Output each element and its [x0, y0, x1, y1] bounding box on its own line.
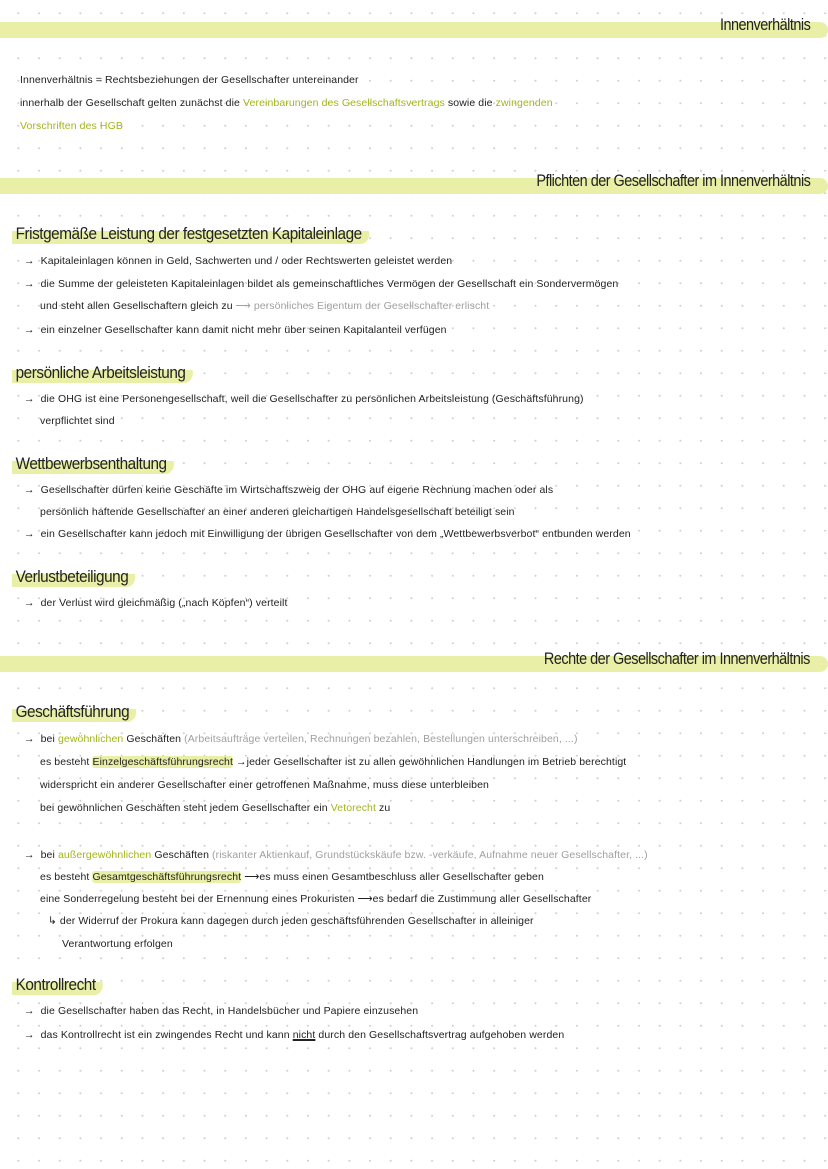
- arrow-bullet-icon: →: [24, 324, 35, 336]
- note-line: [62, 938, 173, 950]
- note-text: zu: [376, 802, 391, 814]
- note-text: der Verlust wird gleichmäßig („nach Köpfen“) verteilt: [40, 597, 288, 609]
- note-line: [24, 849, 648, 861]
- highlighted-term: gewöhnlichen: [57, 733, 124, 745]
- note-line: [24, 324, 447, 336]
- subsection-heading: Fristgemäße Leistung der festgesetzten Kapitaleinlage: [12, 224, 369, 244]
- section-title: Innenverhältnis: [719, 15, 810, 34]
- note-text: das Kontrollrecht ist ein zwingendes Recht und kann: [40, 1029, 293, 1041]
- note-line: [20, 97, 553, 109]
- note-text: ↳ der Widerruf der Prokura kann dagegen durch jeden geschäftsführenden Gesellschafter in alleiniger: [48, 915, 534, 927]
- note-text: es besteht: [40, 871, 93, 883]
- note-text: die Gesellschafter haben das Recht, in Handelsbücher und Papiere einzusehen: [40, 1005, 419, 1017]
- note-line: [40, 756, 626, 768]
- section-banner: [0, 22, 828, 38]
- highlighted-term: außergewöhnlichen: [57, 849, 152, 861]
- subsection-heading: Wettbewerbsenthaltung: [12, 454, 174, 474]
- note-line: [40, 893, 591, 905]
- note-text: Geschäften: [151, 849, 213, 861]
- note-text: ein Gesellschafter kann jedoch mit Einwilligung der übrigen Gesellschafter von dem „Wettbewerbsverbot“ entbunden werden: [40, 528, 631, 540]
- arrow-bullet-icon: →: [24, 1005, 35, 1017]
- note-text: ⟶es muss einen Gesamtbeschluss aller Gesellschafter geben: [241, 871, 544, 883]
- note-line: [40, 506, 515, 518]
- key-term: Gesamtgeschäftsführungsrecht: [92, 871, 242, 883]
- highlighted-term: Vorschriften des HGB: [20, 120, 123, 132]
- note-line: [40, 871, 544, 883]
- note-text: sowie die: [444, 97, 496, 109]
- note-line: [48, 915, 534, 927]
- highlighted-term: zwingenden: [495, 97, 553, 109]
- section-title: Rechte der Gesellschafter im Innenverhältnis: [544, 649, 810, 668]
- note-line: [40, 779, 489, 791]
- section-title: Pflichten der Gesellschafter im Innenverhältnis: [535, 171, 810, 190]
- note-text: verpflichtet sind: [40, 415, 115, 427]
- note-text: widerspricht ein anderer Gesellschafter einer getroffenen Maßnahme, muss diese unterbleiben: [40, 779, 489, 791]
- subsection-heading: Kontrollrecht: [12, 975, 103, 995]
- note-line: [24, 278, 618, 290]
- subsection-heading: persönliche Arbeitsleistung: [12, 363, 193, 383]
- note-line: [24, 484, 553, 496]
- arrow-bullet-icon: →: [24, 528, 35, 540]
- arrow-bullet-icon: →: [24, 597, 35, 609]
- note-line: [24, 255, 452, 267]
- note-text: durch den Gesellschaftsvertrag aufgehoben werden: [315, 1029, 565, 1041]
- subsection-heading: Geschäftsführung: [12, 702, 136, 722]
- note-text: persönlich haftende Gesellschafter an einer anderen gleichartigen Handelsgesellschaft beteiligt sein: [40, 506, 515, 518]
- note-text: Geschäften: [123, 733, 185, 745]
- note-text: es besteht: [40, 756, 93, 768]
- note-line: [24, 528, 631, 540]
- note-text: innerhalb der Gesellschaft gelten zunächst die: [20, 97, 244, 109]
- arrow-bullet-icon: →: [24, 278, 35, 290]
- note-line: [40, 415, 115, 427]
- note-text: bei: [40, 849, 58, 861]
- note-text: und steht allen Gesellschaftern gleich zu: [40, 300, 236, 312]
- example-note: (riskanter Aktienkauf, Grundstückskäufe bzw. -verkäufe, Aufnahme neuer Gesellschafter, ...): [212, 849, 648, 861]
- emphasis-text: nicht: [292, 1029, 316, 1041]
- note-line: [40, 802, 390, 814]
- note-text: Innenverhältnis = Rechtsbeziehungen der Gesellschafter untereinander: [20, 74, 359, 86]
- note-text: Kapitaleinlagen können in Geld, Sachwerten und / oder Rechtswerten geleistet werden: [40, 255, 453, 267]
- arrow-bullet-icon: →: [24, 484, 35, 496]
- example-note: ⟶ persönliches Eigentum der Gesellschafter erlischt: [235, 300, 490, 312]
- example-note: (Arbeitsaufträge verteilen, Rechnungen bezahlen, Bestellungen unterschreiben, ...): [184, 733, 578, 745]
- note-text: Verantwortung erfolgen: [62, 938, 173, 950]
- note-text: die OHG ist eine Personengesellschaft, weil die Gesellschafter zu persönlichen Arbeitsleistung (Geschäftsführung): [40, 393, 584, 405]
- note-line: [20, 120, 123, 132]
- highlighted-term: Vetorecht: [330, 802, 376, 814]
- highlighted-term: Vereinbarungen des Gesellschaftsvertrags: [243, 97, 445, 109]
- note-line: [24, 393, 584, 405]
- note-line: [24, 1029, 564, 1041]
- arrow-bullet-icon: →: [24, 733, 35, 745]
- note-line: [24, 1005, 418, 1017]
- arrow-bullet-icon: →: [24, 393, 35, 405]
- note-line: [20, 74, 359, 86]
- subsection-heading: Verlustbeteiligung: [12, 567, 135, 587]
- arrow-bullet-icon: →: [24, 1029, 35, 1041]
- note-text: bei gewöhnlichen Geschäften steht jedem Gesellschafter ein: [40, 802, 331, 814]
- note-text: bei: [40, 733, 58, 745]
- key-term: Einzelgeschäftsführungsrecht: [92, 756, 234, 768]
- note-line: [24, 597, 288, 609]
- arrow-bullet-icon: →: [24, 255, 35, 267]
- note-text: →jeder Gesellschafter ist zu allen gewöhnlichen Handlungen im Betrieb berechtigt: [233, 756, 627, 768]
- note-line: [40, 300, 489, 312]
- note-text: eine Sonderregelung besteht bei der Ernennung eines Prokuristen ⟶es bedarf die Zustimmung aller Gesellschafter: [40, 893, 592, 905]
- note-text: Gesellschafter dürfen keine Geschäfte im Wirtschaftszweig der OHG auf eigene Rechnung machen oder als: [40, 484, 554, 496]
- note-text: ein einzelner Gesellschafter kann damit nicht mehr über seinen Kapitalanteil verfügen: [40, 324, 447, 336]
- note-text: die Summe der geleisteten Kapitaleinlagen bildet als gemeinschaftliches Vermögen der Gesellschaft ein Sondervermögen: [40, 278, 619, 290]
- arrow-bullet-icon: →: [24, 849, 35, 861]
- note-line: [24, 733, 578, 745]
